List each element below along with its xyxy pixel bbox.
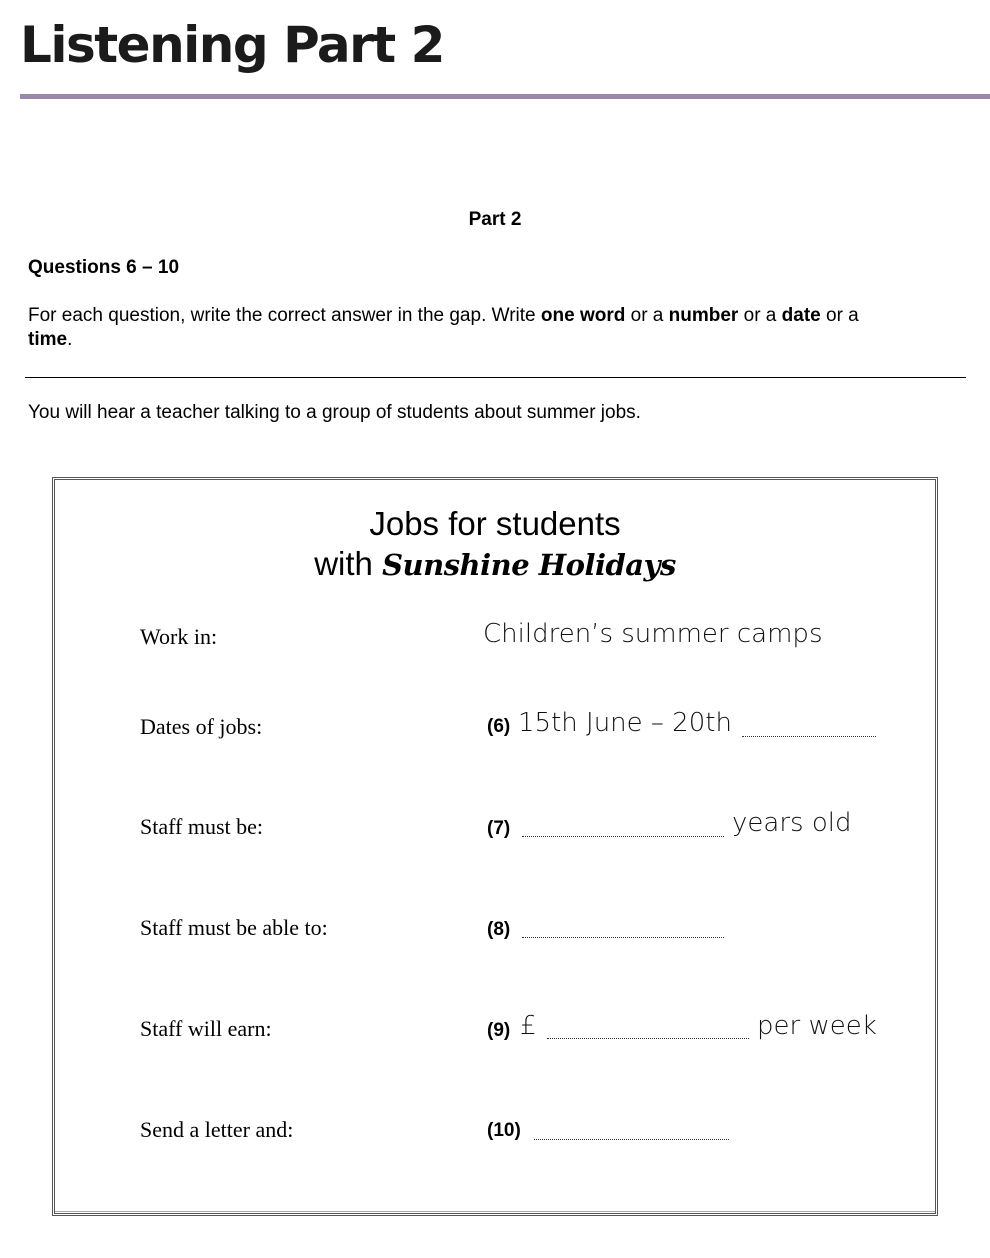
form-title-prefix: with [314,545,383,582]
part-label: Part 2 [468,209,522,230]
instructions-text: For each question, write the correct answer in the gap. Write [28,305,541,326]
question-number: (6) [487,716,511,737]
row-label: Send a letter and: [140,1117,294,1142]
page-title: Listening Part 2 [20,16,444,74]
answer-gap-8[interactable] [522,937,724,938]
form-title-line1: Jobs for students [369,505,621,542]
question-number: (9) [487,1020,511,1041]
row-label: Staff must be able to: [140,915,328,940]
answer-gap-6[interactable] [742,736,876,737]
row-label: Dates of jobs: [140,714,263,739]
question-number: (10) [487,1120,521,1141]
notes-form-box [52,477,938,1216]
questions-label: Questions 6 – 10 [28,257,180,278]
instructions-emphasis: number [668,305,739,326]
instructions-text: or a [820,305,859,326]
answer-suffix: per week [757,1011,877,1041]
instructions-text: or a [625,305,669,326]
answer-gap-7[interactable] [522,836,724,837]
instructions-text: or a [738,305,782,326]
section-divider [25,377,966,378]
table-bottom-edge [55,1211,935,1212]
row-label: Staff must be: [140,814,264,839]
instructions-emphasis: time [28,329,68,350]
question-number: (7) [487,818,511,839]
currency-symbol: £ [520,1011,537,1041]
instructions-text: . [67,329,73,350]
instructions [28,304,958,352]
instructions-emphasis: one word [540,305,626,326]
row-label: Work in: [140,624,218,649]
listening-context: You will hear a teacher talking to a group of students about summer jobs. [28,402,641,423]
answer-gap-10[interactable] [534,1139,729,1140]
answer-prefix: 15th June – 20th [518,708,732,738]
form-title [0,504,990,585]
row-label: Staff will earn: [140,1016,272,1041]
question-number: (8) [487,919,511,940]
answer-gap-9[interactable] [547,1038,749,1039]
example-answer: Children’s summer camps [483,619,823,649]
title-underline [20,94,990,99]
brand-name: Sunshine Holidays [382,548,676,582]
form-title-line2 [0,544,990,585]
answer-suffix: years old [732,808,852,838]
instructions-emphasis: date [781,305,821,326]
